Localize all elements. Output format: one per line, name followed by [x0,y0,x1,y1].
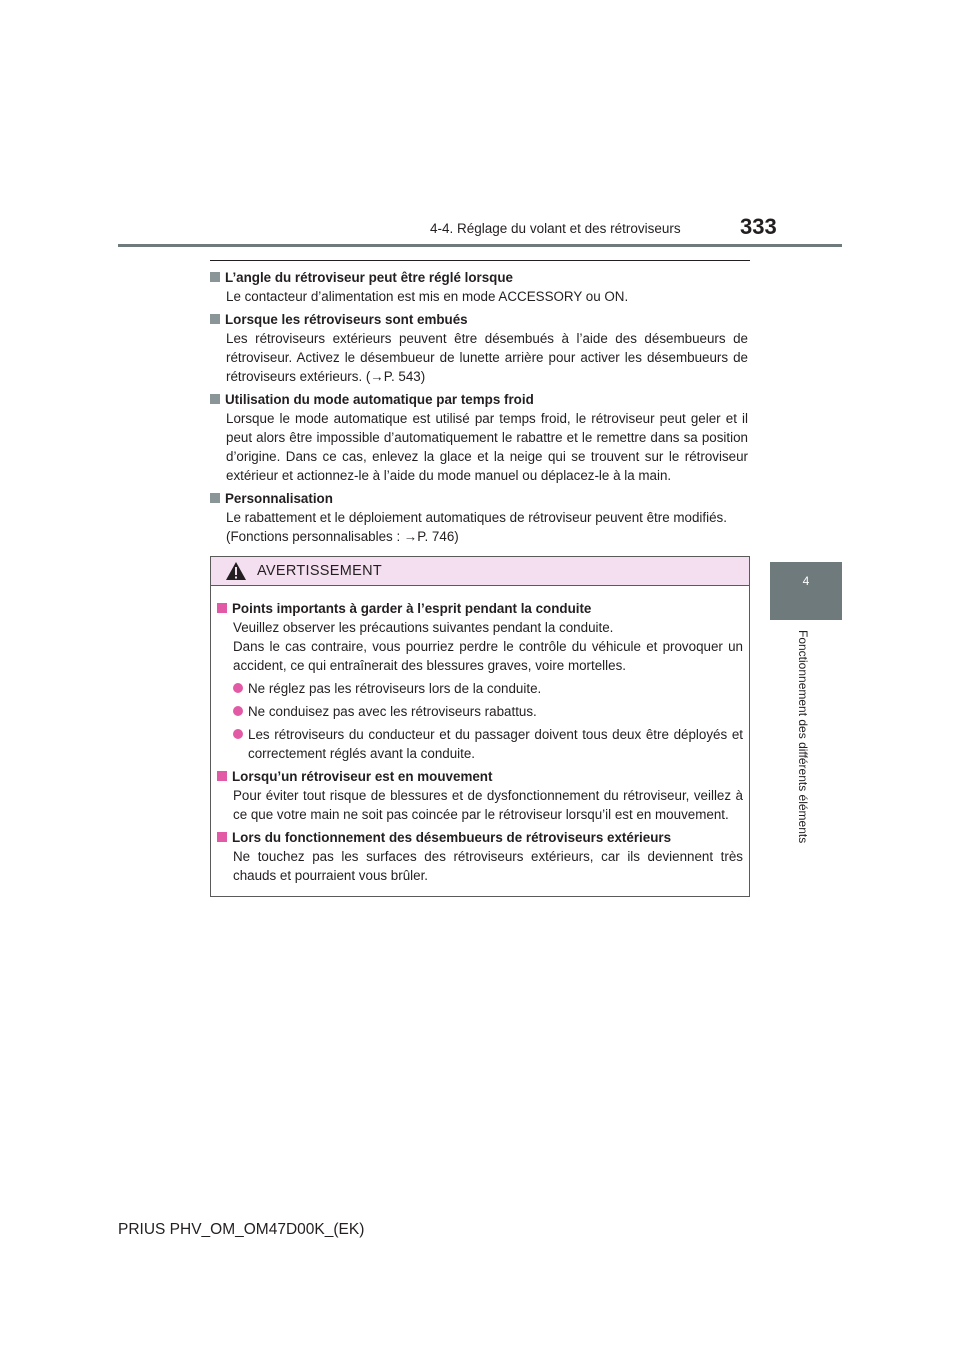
square-bullet-icon [210,493,220,503]
chapter-number: 4 [802,574,810,588]
square-bullet-icon [210,394,220,404]
section-cold-weather [210,390,748,485]
header-rule [118,244,842,247]
section-title: Personnalisation [225,491,333,506]
warning-item-title: Lorsqu’un rétroviseur est en mouvement [232,769,493,784]
square-bullet-icon [210,314,220,324]
warning-item-driving [217,599,743,763]
square-bullet-icon [217,603,227,613]
main-content [210,268,748,550]
circle-bullet-icon [233,729,243,739]
bullet-text: Ne réglez pas les rétroviseurs lors de la conduite. [248,681,542,696]
chapter-label: Fonctionnement des différents éléments [796,630,810,844]
section-title: Lorsque les rétroviseurs sont embués [225,312,468,327]
footer-doc-id: PRIUS PHV_OM_OM47D00K_(EK) [118,1221,365,1238]
warning-text: Dans le cas contraire, vous pourriez perdre le contrôle du véhicule et provoquer un accident, ce qui entraînerait des blessures graves, voire mortelles. [233,639,743,673]
content-top-rule [210,260,750,261]
warning-label: AVERTISSEMENT [257,563,383,579]
warning-item-title: Lors du fonctionnement des désembueurs de rétroviseurs extérieurs [232,830,672,845]
warning-text: Veuillez observer les précautions suivantes pendant la conduite. [233,620,614,635]
list-item [233,679,743,698]
section-header: 4-4. Réglage du volant et des rétroviseurs [430,221,681,236]
square-bullet-icon [217,832,227,842]
section-text: Les rétroviseurs extérieurs peuvent être désembués à l’aide des désembueurs de rétroviseur. Activez le désembueur de lunette arrière pour activer les désembueurs de rétroviseurs extérieurs. (→P. 543) [226,331,748,384]
section-text: (Fonctions personnalisables : →P. 746) [226,529,459,544]
section-fogged-mirrors [210,310,748,386]
warning-item-moving-mirror [217,767,743,824]
warning-item-title: Points importants à garder à l’esprit pendant la conduite [232,601,592,616]
bullet-text: Les rétroviseurs du conducteur et du passager doivent tous deux être déployés et correctement réglés avant la conduite. [248,727,743,761]
circle-bullet-icon [233,683,243,693]
circle-bullet-icon [233,706,243,716]
warning-text: Pour éviter tout risque de blessures et de dysfonctionnement du rétroviseur, veillez à ce que votre main ne soit pas coincée par le rétroviseur lorsqu’il est en mouvement. [233,788,743,822]
section-title: L’angle du rétroviseur peut être réglé lorsque [225,270,513,285]
section-text: Le rabattement et le déploiement automatiques de rétroviseur peuvent être modifiés. [226,510,727,525]
warning-triangle-icon [225,561,247,581]
page-number: 333 [740,214,777,239]
bullet-text: Ne conduisez pas avec les rétroviseurs rabattus. [248,704,537,719]
section-mirror-angle [210,268,748,306]
warning-item-defoggers [217,828,743,885]
warning-box [210,556,750,897]
list-item [233,702,743,721]
square-bullet-icon [217,771,227,781]
section-title: Utilisation du mode automatique par temps froid [225,392,534,407]
warning-text: Ne touchez pas les surfaces des rétroviseurs extérieurs, car ils deviennent très chauds et pourraient vous brûler. [233,849,743,883]
chapter-tab [770,562,842,620]
section-customization [210,489,748,546]
list-item [233,725,743,763]
warning-body [211,586,749,885]
square-bullet-icon [210,272,220,282]
warning-header [211,557,749,586]
section-text: Lorsque le mode automatique est utilisé par temps froid, le rétroviseur peut geler et il peut alors être impossible d’automatiquement le rabattre et le remettre dans sa position d’origine. Dans ce cas, enlevez la glace et la neige qui se trouvent sur le rétroviseur extérieur et actionnez-le à l’aide du mode manuel ou déplacez-le à la main. [226,411,748,483]
section-text: Le contacteur d’alimentation est mis en mode ACCESSORY ou ON. [226,289,629,304]
